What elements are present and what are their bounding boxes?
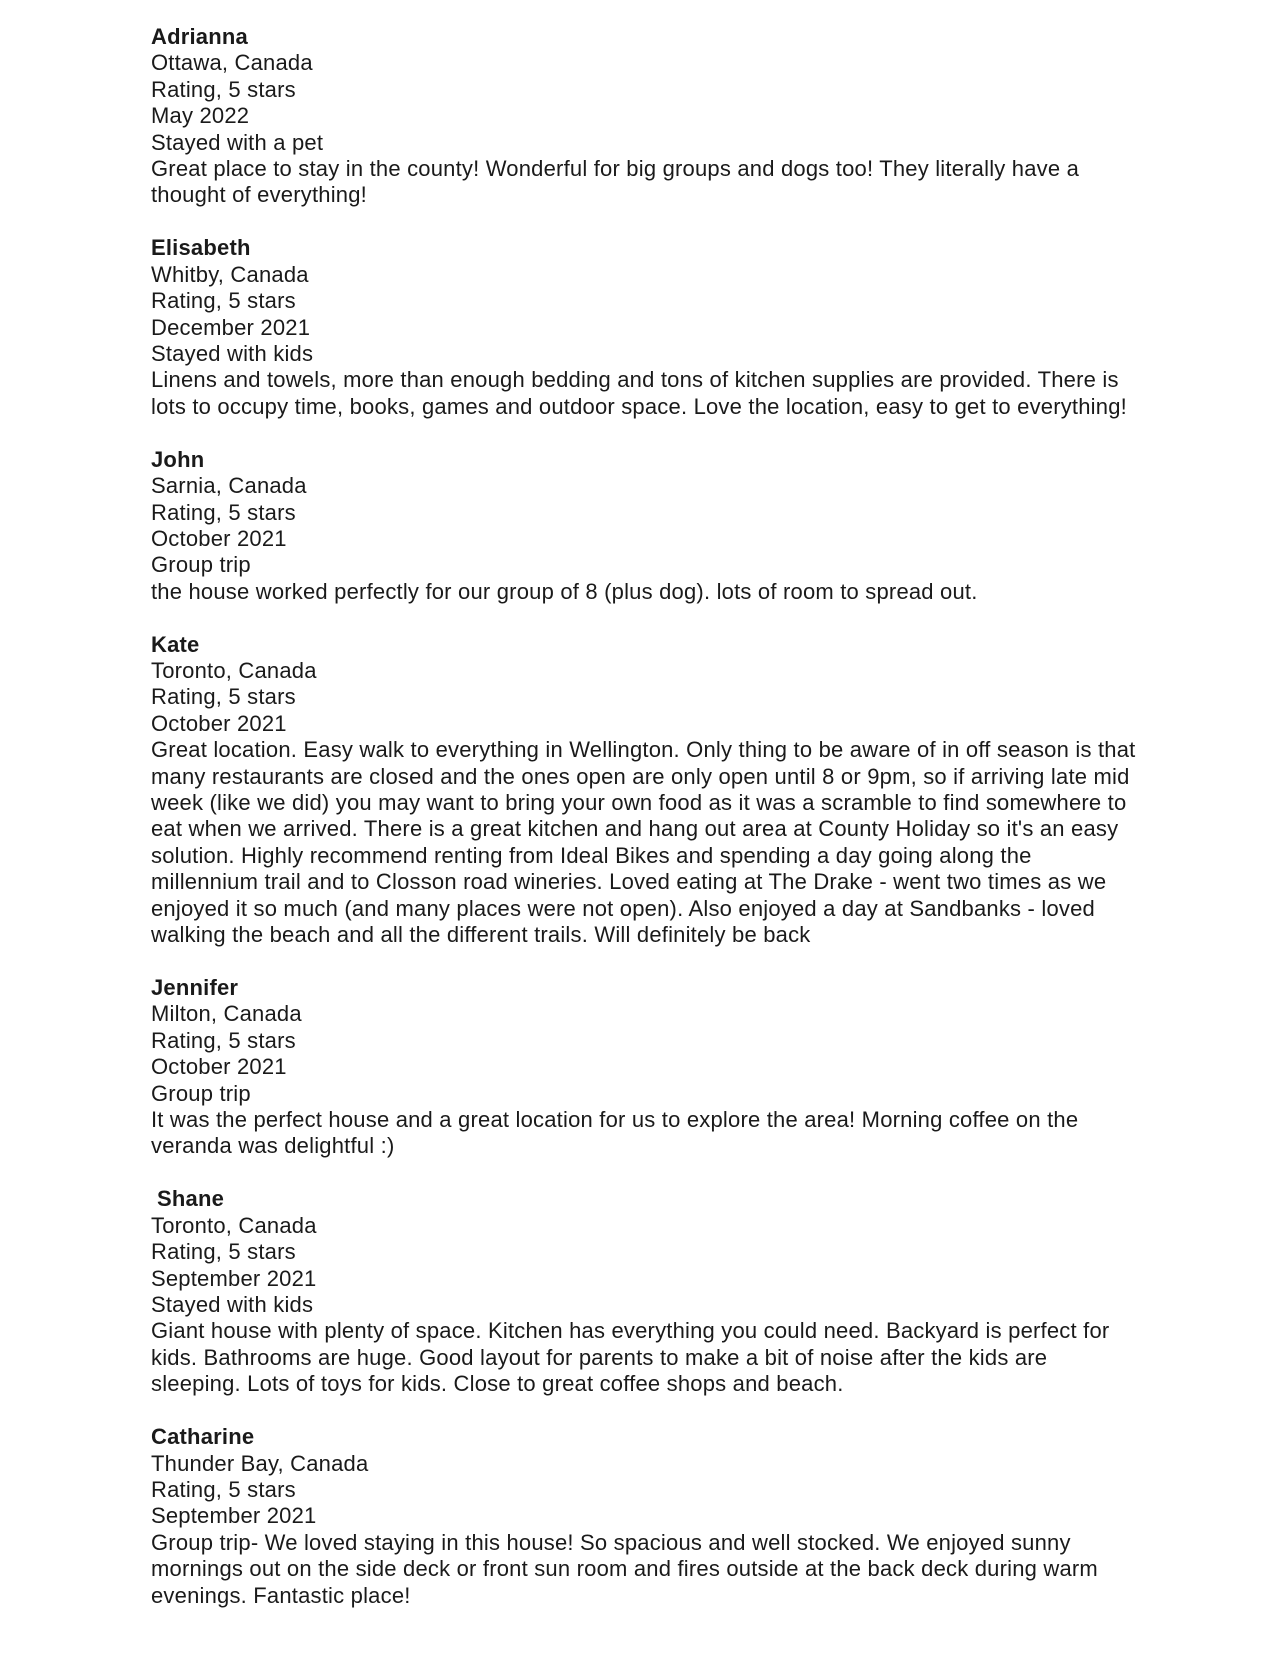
reviewer-location: Thunder Bay, Canada <box>151 1450 369 1476</box>
review-text: Linens and towels, more than enough bedding and tons of kitchen supplies are provided. There is lots to occupy time, books, games and outdoor space. Love the location, easy to get to everything! <box>151 367 1127 419</box>
reviewer-location: Whitby, Canada <box>151 261 309 287</box>
review-rating: Rating, 5 stars <box>151 684 296 710</box>
review-rating: Rating, 5 stars <box>151 288 296 314</box>
review-text: It was the perfect house and a great location for us to explore the area! Morning coffee on the veranda was delightful :) <box>151 1107 1079 1159</box>
review-entry <box>151 1424 1141 1609</box>
review-entry <box>151 975 1141 1160</box>
review-entry <box>151 235 1141 420</box>
reviewer-name: Catharine <box>151 1424 255 1450</box>
reviewer-location: Toronto, Canada <box>151 658 317 684</box>
trip-type: Group trip <box>151 552 251 578</box>
trip-type: Stayed with kids <box>151 1291 314 1317</box>
reviewer-name: Elisabeth <box>151 235 251 261</box>
review-rating: Rating, 5 stars <box>151 1239 296 1265</box>
review-text: the house worked perfectly for our group of 8 (plus dog). lots of room to spread out. <box>151 578 978 604</box>
review-text: Great place to stay in the county! Wonderful for big groups and dogs too! They literally have a thought of everything! <box>151 156 1080 208</box>
review-date: October 2021 <box>151 710 287 736</box>
review-date: September 2021 <box>151 1265 317 1291</box>
reviewer-location: Milton, Canada <box>151 1001 302 1027</box>
review-date: December 2021 <box>151 314 311 340</box>
reviewer-name: John <box>151 446 205 472</box>
review-rating: Rating, 5 stars <box>151 1476 296 1502</box>
review-date: May 2022 <box>151 103 250 129</box>
reviewer-name: Jennifer <box>151 975 239 1000</box>
review-entry <box>151 632 1141 949</box>
reviewer-name: Kate <box>151 631 200 657</box>
review-entry <box>151 1186 1141 1397</box>
trip-type: Group trip <box>151 1080 251 1106</box>
review-date: September 2021 <box>151 1503 317 1529</box>
review-date: October 2021 <box>151 1054 287 1080</box>
trip-type: Stayed with a pet <box>151 129 324 155</box>
review-rating: Rating, 5 stars <box>151 76 296 102</box>
reviewer-location: Ottawa, Canada <box>151 50 313 76</box>
review-date: October 2021 <box>151 525 287 551</box>
review-document <box>151 24 1141 1635</box>
review-rating: Rating, 5 stars <box>151 1027 296 1053</box>
review-text: Great location. Easy walk to everything in Wellington. Only thing to be aware of in off season is that many restaurants are closed and the ones open are only open until 8 or 9pm, so if arriving late mid week (like we did) you may want to bring your own food as it was a scramble to find somewhere to eat when we arrived. There is a great kitchen and hang out area at County Holiday so it's an easy solution. Highly recommend renting from Ideal Bikes and spending a day going along the millennium trail and to Closson road wineries. Loved eating at The Drake - went two times as we enjoyed it so much (and many places were not open). Also enjoyed a day at Sandbanks - loved walking the beach and all the different trails. Will definitely be back <box>151 737 1136 948</box>
reviewer-name: Shane <box>157 1186 225 1212</box>
trip-type: Stayed with kids <box>151 340 314 366</box>
reviewer-location: Toronto, Canada <box>151 1212 317 1238</box>
reviewer-name: Adrianna <box>151 24 248 49</box>
review-entry <box>151 447 1141 605</box>
review-entry <box>151 24 1141 209</box>
review-rating: Rating, 5 stars <box>151 499 296 525</box>
reviewer-location: Sarnia, Canada <box>151 473 307 499</box>
review-text: Giant house with plenty of space. Kitchen has everything you could need. Backyard is perfect for kids. Bathrooms are huge. Good layout for parents to make a bit of noise after the kids are sleeping. Lots of toys for kids. Close to great coffee shops and beach. <box>151 1318 1110 1397</box>
review-text: Group trip- We loved staying in this house! So spacious and well stocked. We enjoyed sunny mornings out on the side deck or front sun room and fires outside at the back deck during warm evenings. Fantastic place! <box>151 1529 1098 1608</box>
